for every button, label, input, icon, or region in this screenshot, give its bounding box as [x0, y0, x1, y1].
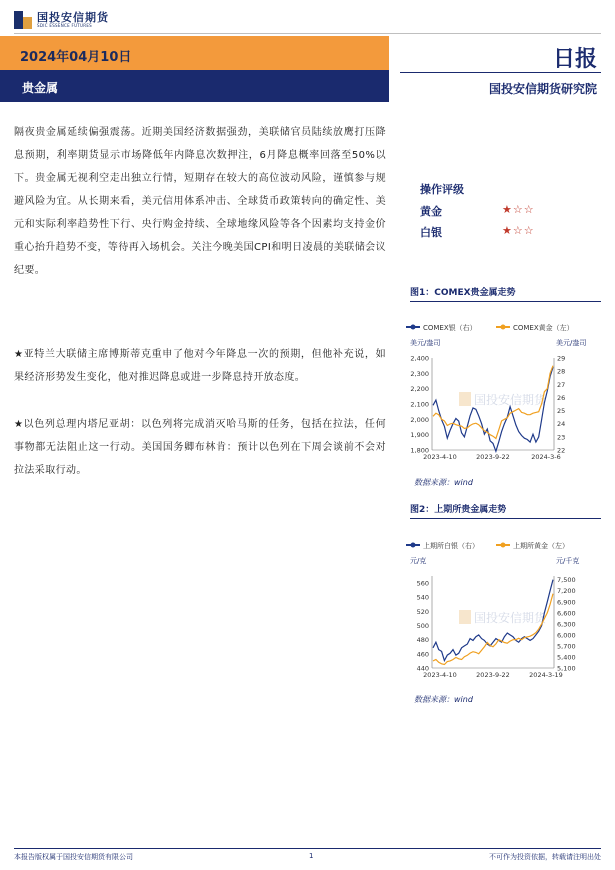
left-tick-label: 440 — [416, 664, 429, 673]
x-tick-label: 2024-3-6 — [531, 453, 561, 461]
x-tick-label: 2024-3-19 — [529, 671, 563, 679]
rating-title: 操作评级 — [420, 183, 464, 196]
rating-silver-stars: ★☆☆ — [502, 224, 535, 237]
watermark-icon — [459, 392, 471, 406]
section-band — [0, 70, 389, 102]
top-divider — [14, 33, 601, 34]
section-title: 贵金属 — [22, 81, 59, 95]
x-tick-label: 2023-9-22 — [476, 453, 510, 461]
legend-label: 上期所白银（右） — [423, 542, 479, 550]
left-tick-label: 1,800 — [410, 446, 429, 455]
left-tick-label: 560 — [416, 579, 429, 588]
left-tick-label: 540 — [416, 593, 429, 602]
figure1-divider — [410, 301, 601, 302]
x-tick-label: 2023-9-22 — [476, 671, 510, 679]
news-paragraph-israel: ★以色列总理内塔尼亚胡：以色列将完成消灭哈马斯的任务，包括在拉法，任何事物都无法阻止这一行动。美国国务卿布林肯：预计以色列在下周会谈前不会对拉法采取行动。 — [14, 419, 386, 476]
right-tick-label: 23 — [557, 433, 566, 442]
figure2-source: 数据来源：wind — [414, 695, 473, 704]
left-tick-label: 1,900 — [410, 431, 429, 440]
left-tick-label: 460 — [416, 650, 429, 659]
right-tick-label: 7,500 — [557, 576, 576, 585]
x-tick-label: 2023-4-10 — [423, 671, 457, 679]
legend-label: 上期所黄金（左） — [513, 542, 569, 550]
right-tick-label: 25 — [557, 407, 566, 416]
left-tick-label: 520 — [416, 607, 429, 616]
legend-marker — [501, 325, 506, 330]
right-tick-label: 24 — [557, 420, 566, 429]
right-tick-label: 28 — [557, 367, 566, 376]
legend-label: COMEX银（右） — [423, 324, 477, 332]
right-unit: 元/千克 — [556, 557, 580, 565]
footer-divider — [14, 848, 601, 849]
right-tick-label: 6,900 — [557, 598, 576, 607]
rating-gold-stars: ★☆☆ — [502, 203, 535, 216]
watermark-text: 国投安信期货 — [474, 611, 547, 625]
figure2-title: 图2：上期所贵金属走势 — [410, 505, 507, 515]
legend-marker — [411, 325, 416, 330]
legend-label: COMEX黄金（左） — [513, 324, 574, 332]
right-tick-label: 26 — [557, 393, 566, 402]
rating-silver-label: 白银 — [420, 226, 442, 239]
shfe-chart — [404, 536, 594, 686]
left-tick-label: 2,000 — [410, 415, 429, 424]
report-date: 2024年04月10日 — [20, 50, 132, 65]
left-tick-label: 480 — [416, 636, 429, 645]
right-tick-label: 5,100 — [557, 664, 576, 673]
series-line-left — [433, 594, 553, 665]
legend-marker — [411, 543, 416, 548]
figure1-source: 数据来源：wind — [414, 478, 473, 487]
left-tick-label: 2,400 — [410, 354, 429, 363]
logo-name: 国投安信期货 — [37, 11, 109, 24]
report-type: 日报 — [552, 47, 597, 72]
company-logo — [14, 9, 109, 31]
right-tick-label: 5,400 — [557, 653, 576, 662]
right-tick-label: 6,300 — [557, 620, 576, 629]
news-paragraph-fed: ★亚特兰大联储主席博斯蒂克重申了他对今年降息一次的预期，但他补充说，如果经济形势发生变化，他对推迟降息或进一步降息持开放态度。 — [14, 349, 386, 383]
summary-paragraph: 隔夜贵金属延续偏强震荡。近期美国经济数据强劲，美联储官员陆续放鹰打压降息预期，利率期货显示市场降低年内降息次数押注，6月降息概率回落至50%以下。贵金属无视利空走出独立行情，短期存在较大的高位波动风险，谨慎参与规避风险为宜。从长期来看，美元信用体系冲击、全球货币政策转向的确定性、美元和实际利率趋势性下行、央行购金持续、全球地缘风险等各个因素均支持金价重心抬升趋势不变，等待再入场机会。关注今晚美国CPI和明日凌晨的美联储会议纪要。 — [14, 127, 386, 276]
rating-gold-label: 黄金 — [420, 205, 442, 218]
x-tick-label: 2023-4-10 — [423, 453, 457, 461]
right-tick-label: 22 — [557, 446, 566, 455]
footer-disclaimer: 不可作为投资依据，转载请注明出处 — [489, 853, 601, 861]
left-tick-label: 500 — [416, 622, 429, 631]
figure1-title: 图1：COMEX贵金属走势 — [410, 288, 516, 298]
left-tick-label: 2,100 — [410, 400, 429, 409]
right-tick-label: 29 — [557, 354, 566, 363]
header-right-divider — [400, 72, 601, 73]
watermark-icon — [459, 610, 471, 624]
left-tick-label: 2,200 — [410, 385, 429, 394]
right-tick-label: 27 — [557, 380, 566, 389]
right-tick-label: 6,600 — [557, 609, 576, 618]
logo-mark-icon — [14, 11, 32, 29]
institute-name: 国投安信期货研究院 — [488, 82, 597, 96]
page-number: 1 — [309, 852, 314, 860]
left-unit: 美元/盎司 — [410, 339, 441, 347]
watermark-text: 国投安信期货 — [474, 393, 547, 407]
left-unit: 元/克 — [410, 557, 427, 565]
footer-copyright: 本报告版权属于国投安信期货有限公司 — [14, 853, 133, 861]
right-tick-label: 6,000 — [557, 631, 576, 640]
right-tick-label: 7,200 — [557, 587, 576, 596]
series-line-right — [433, 367, 553, 451]
logo-name-en: SDIC ESSENCE FUTURES — [37, 23, 93, 28]
figure2-divider — [410, 518, 601, 519]
right-unit: 美元/盎司 — [556, 339, 587, 347]
right-tick-label: 5,700 — [557, 642, 576, 651]
comex-chart — [404, 318, 594, 468]
legend-marker — [501, 543, 506, 548]
left-tick-label: 2,300 — [410, 369, 429, 378]
